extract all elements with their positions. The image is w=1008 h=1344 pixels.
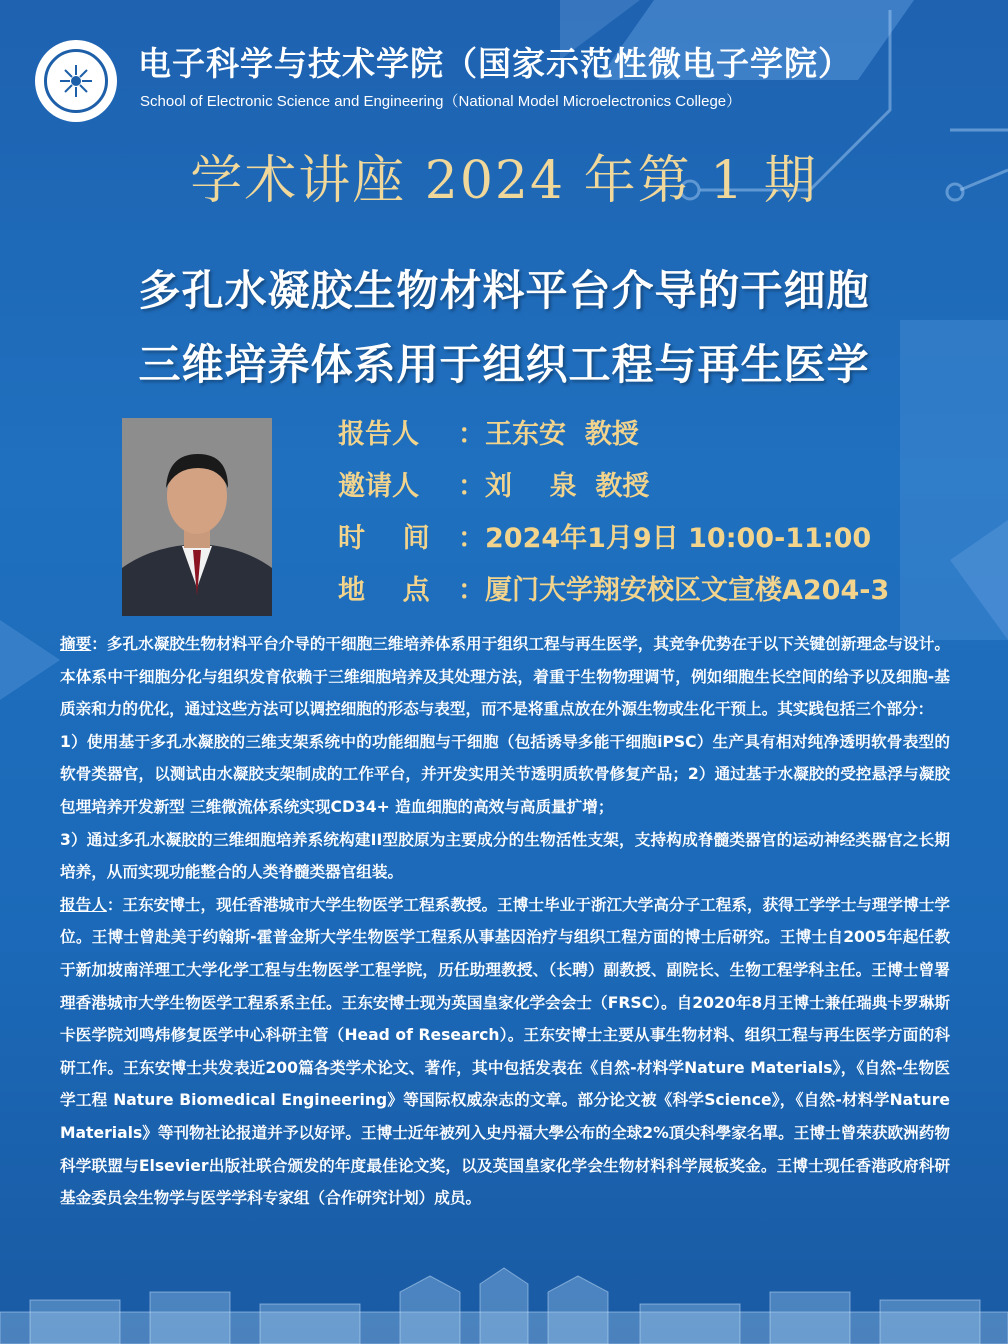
time-label: 时 间 [338, 523, 430, 554]
school-name-cn: 电子科学与技术学院（国家示范性微电子学院） [138, 44, 852, 83]
time-row [338, 516, 871, 555]
talk-title-line-1: 多孔水凝胶生物材料平台介导的干细胞 [138, 266, 870, 315]
speaker-value: 王东安 教授 [485, 419, 639, 450]
bio-paragraph [60, 889, 950, 1215]
abstract-label: 摘要 [60, 635, 92, 653]
inviter-label: 邀请人 [338, 471, 419, 502]
abstract-paragraph [60, 628, 950, 726]
abstract-text: ：多孔水凝胶生物材料平台介导的干细胞三维培养体系用于组织工程与再生医学，其竞争优势在于以下关键创新理念与设计。本体系中干细胞分化与组织发育依赖于三维细胞培养及其处理方法，着重于生物物理调节，例如细胞生长空间的给予以及细胞-基质亲和力的优化，通过这些方法可以调控细胞的形态与表型，而不是将重点放在外源生物或生化干预上。其实践包括三个部分： [60, 635, 950, 719]
colon: ： [458, 471, 485, 502]
logo-emblem-icon [44, 49, 108, 113]
place-label: 地 点 [338, 575, 430, 606]
colon: ： [458, 523, 485, 554]
school-name-en: School of Electronic Science and Engineering（National Model Microelectronics College） [140, 93, 742, 110]
lecture-series-title: 学术讲座 2024 年第 1 期 [190, 151, 818, 211]
colon: ： [458, 419, 485, 450]
place-value: 厦门大学翔安校区文宣楼A204-3 [485, 575, 890, 606]
campus-silhouette [0, 1262, 1008, 1344]
inviter-value: 刘 泉 教授 [485, 471, 650, 502]
speaker-row [338, 412, 639, 451]
talk-title-line-2: 三维培养体系用于组织工程与再生医学 [138, 340, 870, 389]
university-logo [35, 40, 117, 122]
colon: ： [458, 575, 485, 606]
abstract-item-3: 3）通过多孔水凝胶的三维细胞培养系统构建II型胶原为主要成分的生物活性支架，支持构成脊髓类器官的运动神经类器官之长期培养，从而实现功能整合的人类脊髓类器官组装。 [60, 830, 950, 882]
speaker-label: 报告人 [338, 419, 419, 450]
place-row [338, 568, 889, 607]
abstract-item-1: 1）使用基于多孔水凝胶的三维支架系统中的功能细胞与干细胞（包括诱导多能干细胞iPSC）生产具有相对纯净透明软骨表型的软骨类器官，以测试由水凝胶支架制成的工作平台，并开发实用关节透明质软骨修复产品；2）通过基于水凝胶的受控悬浮与凝胶包埋培养开发新型 三维微流体系统实现CD34+ 造血细胞的高效与高质量扩增； [60, 732, 950, 816]
speaker-photo [122, 418, 272, 616]
bio-label: 报告人 [60, 895, 107, 914]
inviter-row [338, 464, 649, 503]
bio-text: ：王东安博士，现任香港城市大学生物医学工程系教授。王博士毕业于浙江大学高分子工程系，获得工学学士与理学博士学位。王博士曾赴美于约翰斯-霍普金斯大学生物医学工程系从事基因治疗与组织工程方面的博士后研究。王博士自2005年起任教于新加坡南洋理工大学化学工程与生物医学工程学院，历任助理教授、（长聘）副教授、副院长、生物工程学科主任。王博士曾署理香港城市大学生物医学工程系系主任。王东安博士现为英国皇家化学会会士（FRSC）。自2020年8月王博士兼任瑞典卡罗琳斯卡医学院刘鸣炜修复医学中心科研主管（Head of Research）。王东安博士主要从事生物材料、组织工程与再生医学方面的科研工作。王东安博士共发表近200篇各类学术论文、著作，其中包括发表在《自然-材料学Nature Materials》，《自然-生物医学工程 Nature Biomedical Engineering》等国际权威杂志的文章。部分论文被《科学Science》，《自然-材料学Nature Materials》等刊物社论报道并予以好评。王博士近年被列入史丹福大學公布的全球2%頂尖科學家名單。王博士曾荣获欧洲药物科学联盟与Elsevier出版社联合颁发的年度最佳论文奖，以及英国皇家化学会生物材料科学展板奖金。王博士现任香港政府科研基金委员会生物学与医学学科专家组（合作研究计划）成员。 [60, 895, 950, 1208]
body-text [60, 628, 950, 1215]
time-value: 2024年1月9日 10:00-11:00 [485, 523, 872, 554]
